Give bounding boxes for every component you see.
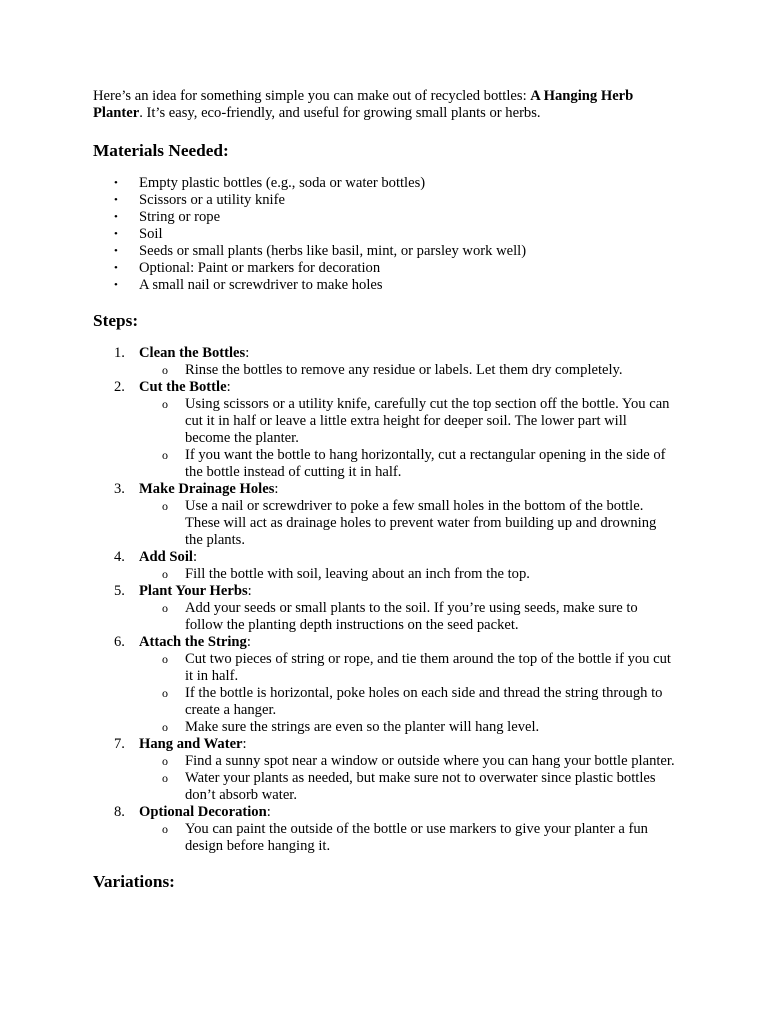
sub-bullet-icon: o [162, 686, 168, 700]
step-detail-text: Add your seeds or small plants to the soil. If you’re using seeds, make sure to follow the planting depth instructions on the seed packet. [185, 600, 638, 633]
variations-heading: Variations: [93, 872, 175, 891]
step-heading: Clean the Bottles: [139, 345, 250, 361]
step-title: Cut the Bottle [139, 379, 227, 395]
step-detail-text: Using scissors or a utility knife, carefully cut the top section off the bottle. You can cut it in half or leave a little extra height for deeper soil. The lower part will become the planter. [185, 396, 670, 446]
intro-project-name: A Hanging Herb Planter [93, 88, 634, 121]
sub-bullet-icon: o [162, 363, 168, 377]
sub-bullet-icon: o [162, 601, 168, 615]
step-number: 2. [114, 379, 125, 395]
step-detail-text: If the bottle is horizontal, poke holes on each side and thread the string through to create a hanger. [185, 685, 663, 718]
step-detail-item [139, 566, 675, 583]
sub-bullet-icon: o [162, 771, 168, 785]
step-detail-text: Rinse the bottles to remove any residue or labels. Let them dry completely. [185, 362, 623, 378]
step-detail-text: If you want the bottle to hang horizontally, cut a rectangular opening in the side of the bottle instead of cutting it in half. [185, 447, 666, 480]
step-number: 4. [114, 549, 125, 565]
bullet-icon: • [114, 262, 118, 274]
step-detail-item [139, 770, 675, 804]
intro-text-end: . It’s easy, eco-friendly, and useful for growing small plants or herbs. [139, 105, 541, 121]
step-item [93, 549, 675, 583]
step-detail-item [139, 362, 675, 379]
step-detail-text: Water your plants as needed, but make sure not to overwater since plastic bottles don’t absorb water. [185, 770, 656, 803]
steps-list [93, 345, 675, 855]
materials-list [93, 175, 675, 294]
sub-bullet-icon: o [162, 567, 168, 581]
material-item [93, 226, 675, 243]
step-detail-item [139, 600, 675, 634]
step-number: 5. [114, 583, 125, 599]
steps-heading: Steps: [93, 311, 139, 330]
step-heading: Optional Decoration: [139, 804, 271, 820]
step-number: 6. [114, 634, 125, 650]
material-item [93, 192, 675, 209]
sub-bullet-icon: o [162, 652, 168, 666]
step-heading: Add Soil: [139, 549, 198, 565]
step-item [93, 379, 675, 481]
step-title: Clean the Bottles [139, 345, 246, 361]
bullet-icon: • [114, 228, 118, 240]
material-item-text: A small nail or screwdriver to make holes [139, 277, 383, 293]
step-detail-text: Cut two pieces of string or rope, and tie them around the top of the bottle if you cut it in half. [185, 651, 671, 684]
bullet-icon: • [114, 177, 118, 189]
materials-heading: Materials Needed: [93, 141, 229, 160]
document-page [93, 88, 675, 892]
material-item-text: Soil [139, 226, 163, 242]
step-heading: Plant Your Herbs: [139, 583, 252, 599]
step-title: Optional Decoration [139, 804, 267, 820]
step-detail-list [139, 362, 675, 379]
step-item [93, 804, 675, 855]
sub-bullet-icon: o [162, 720, 168, 734]
bullet-icon: • [114, 211, 118, 223]
material-item-text: String or rope [139, 209, 221, 225]
intro-text: Here’s an idea for something simple you can make out of recycled bottles: [93, 88, 531, 104]
material-item-text: Scissors or a utility knife [139, 192, 285, 208]
step-item [93, 481, 675, 549]
sub-bullet-icon: o [162, 448, 168, 462]
material-item-text: Seeds or small plants (herbs like basil, mint, or parsley work well) [139, 243, 527, 259]
step-heading: Hang and Water: [139, 736, 247, 752]
step-detail-list [139, 498, 675, 549]
step-heading: Make Drainage Holes: [139, 481, 279, 497]
step-item [93, 736, 675, 804]
step-detail-text: Fill the bottle with soil, leaving about an inch from the top. [185, 566, 530, 582]
step-detail-text: Use a nail or screwdriver to poke a few small holes in the bottom of the bottle. These will act as drainage holes to prevent water from building up and drowning the plants. [185, 498, 657, 548]
material-item [93, 209, 675, 226]
sub-bullet-icon: o [162, 822, 168, 836]
step-detail-item [139, 651, 675, 685]
step-detail-text: Make sure the strings are even so the planter will hang level. [185, 719, 540, 735]
step-number: 8. [114, 804, 125, 820]
material-item [93, 277, 675, 294]
step-detail-item [139, 685, 675, 719]
step-detail-list [139, 396, 675, 481]
step-title: Add Soil [139, 549, 193, 565]
step-item [93, 634, 675, 736]
material-item [93, 243, 675, 260]
step-title: Hang and Water [139, 736, 243, 752]
step-detail-item [139, 821, 675, 855]
step-number: 3. [114, 481, 125, 497]
sub-bullet-icon: o [162, 397, 168, 411]
bullet-icon: • [114, 245, 118, 257]
step-title: Make Drainage Holes [139, 481, 275, 497]
step-heading: Cut the Bottle: [139, 379, 231, 395]
step-item [93, 345, 675, 379]
intro-paragraph [93, 88, 675, 122]
step-detail-item [139, 396, 675, 447]
step-number: 1. [114, 345, 125, 361]
sub-bullet-icon: o [162, 499, 168, 513]
step-detail-text: Find a sunny spot near a window or outside where you can hang your bottle planter. [185, 753, 675, 769]
step-detail-list [139, 600, 675, 634]
material-item [93, 260, 675, 277]
bullet-icon: • [114, 279, 118, 291]
step-title: Plant Your Herbs [139, 583, 248, 599]
step-detail-text: You can paint the outside of the bottle or use markers to give your planter a fun design before hanging it. [185, 821, 648, 854]
material-item-text: Optional: Paint or markers for decoration [139, 260, 381, 276]
step-title: Attach the String [139, 634, 247, 650]
step-detail-list [139, 821, 675, 855]
step-detail-list [139, 753, 675, 804]
step-detail-item [139, 719, 675, 736]
step-detail-item [139, 498, 675, 549]
step-detail-list [139, 566, 675, 583]
bullet-icon: • [114, 194, 118, 206]
step-detail-item [139, 753, 675, 770]
material-item [93, 175, 675, 192]
step-detail-item [139, 447, 675, 481]
sub-bullet-icon: o [162, 754, 168, 768]
step-detail-list [139, 651, 675, 736]
step-item [93, 583, 675, 634]
material-item-text: Empty plastic bottles (e.g., soda or water bottles) [139, 175, 426, 191]
step-number: 7. [114, 736, 125, 752]
step-heading: Attach the String: [139, 634, 251, 650]
